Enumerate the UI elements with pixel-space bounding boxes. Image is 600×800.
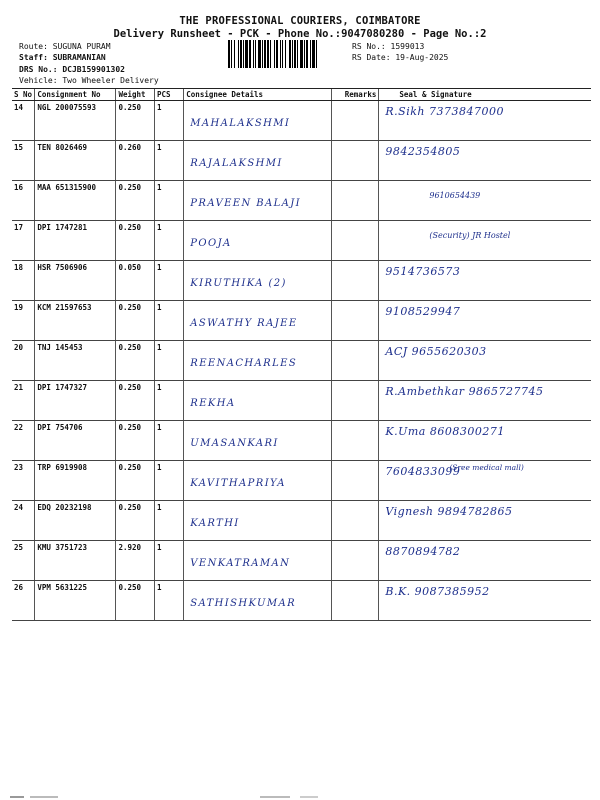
- row-weight: 0.250: [116, 301, 155, 341]
- row-consignee: [184, 501, 332, 541]
- row-remarks: [332, 461, 379, 501]
- row-remarks: [332, 301, 379, 341]
- barcode-image: [228, 40, 348, 68]
- row-signature: [379, 141, 591, 181]
- consignee-handwriting: SATHISHKUMAR: [190, 598, 297, 609]
- row-pcs: 1: [155, 261, 184, 301]
- row-pcs: 1: [155, 301, 184, 341]
- signature-handwriting: 9514736573: [385, 265, 461, 278]
- rs-date-value: 19-Aug-2025: [395, 53, 449, 62]
- col-sno: S No: [12, 89, 35, 101]
- row-pcs: 1: [155, 541, 184, 581]
- row-weight: 0.250: [116, 341, 155, 381]
- row-consignee: [184, 101, 332, 141]
- consignee-handwriting: RAJALAKSHMI: [190, 158, 283, 169]
- staff-label: Staff:: [19, 53, 48, 62]
- table-row: [12, 541, 591, 581]
- table-row: [12, 101, 591, 141]
- footer-marks: [0, 792, 600, 800]
- row-consignment-no: DPI 754706: [35, 421, 116, 461]
- row-remarks: [332, 261, 379, 301]
- row-remarks: [332, 421, 379, 461]
- signature-note: (Sree medical mall): [449, 463, 524, 472]
- row-signature: [379, 541, 591, 581]
- consignee-handwriting: KAVITHAPRIYA: [190, 478, 286, 489]
- row-remarks: [332, 101, 379, 141]
- signature-note: 9610654439: [429, 191, 481, 200]
- route-value: SUGUNA PURAM: [52, 42, 111, 51]
- row-consignment-no: KMU 3751723: [35, 541, 116, 581]
- rs-date-label: RS Date:: [352, 53, 391, 62]
- row-consignee: [184, 461, 332, 501]
- table-row: [12, 341, 591, 381]
- row-consignee: [184, 341, 332, 381]
- signature-handwriting: Vignesh 9894782865: [385, 505, 513, 518]
- row-pcs: 1: [155, 101, 184, 141]
- row-sno: 18: [12, 261, 35, 301]
- row-remarks: [332, 541, 379, 581]
- col-pcs: PCS: [155, 89, 184, 101]
- vehicle-value: Two Wheeler Delivery: [62, 76, 159, 85]
- consignee-handwriting: VENKATRAMAN: [190, 558, 291, 569]
- row-consignment-no: TEN 8026469: [35, 141, 116, 181]
- consignee-handwriting: KARTHI: [190, 518, 240, 529]
- col-signature: Seal & Signature: [379, 89, 591, 101]
- row-consignee: [184, 581, 332, 621]
- col-weight: Weight: [116, 89, 155, 101]
- signature-handwriting: 9842354805: [385, 145, 461, 158]
- row-consignee: [184, 181, 332, 221]
- signature-handwriting: R.Sikh 7373847000: [385, 105, 504, 118]
- row-sno: 22: [12, 421, 35, 461]
- row-signature: [379, 101, 591, 141]
- row-consignee: [184, 261, 332, 301]
- staff-line: [19, 53, 106, 63]
- consignee-handwriting: KIRUTHIKA (2): [190, 278, 287, 289]
- row-sno: 20: [12, 341, 35, 381]
- drs-line: [19, 65, 125, 75]
- row-consignment-no: DPI 1747281: [35, 221, 116, 261]
- row-weight: 0.250: [116, 221, 155, 261]
- col-consignee: Consignee Details: [184, 89, 332, 101]
- drs-value: DCJB159901302: [62, 65, 125, 74]
- row-consignment-no: HSR 7506906: [35, 261, 116, 301]
- signature-handwriting: 9108529947: [385, 305, 461, 318]
- row-pcs: 1: [155, 181, 184, 221]
- vehicle-label: Vehicle:: [19, 76, 58, 85]
- row-consignment-no: VPM 5631225: [35, 581, 116, 621]
- row-pcs: 1: [155, 421, 184, 461]
- row-sno: 19: [12, 301, 35, 341]
- signature-handwriting: B.K. 9087385952: [385, 585, 490, 598]
- row-signature: [379, 301, 591, 341]
- table-row: [12, 261, 591, 301]
- row-pcs: 1: [155, 221, 184, 261]
- staff-value: SUBRAMANIAN: [52, 53, 106, 62]
- row-weight: 0.050: [116, 261, 155, 301]
- row-pcs: 1: [155, 581, 184, 621]
- row-weight: 2.920: [116, 541, 155, 581]
- row-pcs: 1: [155, 141, 184, 181]
- row-weight: 0.250: [116, 181, 155, 221]
- row-remarks: [332, 501, 379, 541]
- row-remarks: [332, 181, 379, 221]
- table-header-row: [12, 89, 591, 101]
- row-signature: [379, 261, 591, 301]
- row-weight: 0.250: [116, 381, 155, 421]
- drs-label: DRS No.:: [19, 65, 58, 74]
- row-sno: 24: [12, 501, 35, 541]
- row-weight: 0.250: [116, 501, 155, 541]
- table-row: [12, 381, 591, 421]
- row-signature: [379, 501, 591, 541]
- signature-handwriting: ACJ 9655620303: [385, 345, 487, 358]
- row-consignment-no: EDQ 20232198: [35, 501, 116, 541]
- row-sno: 23: [12, 461, 35, 501]
- row-sno: 26: [12, 581, 35, 621]
- row-weight: 0.250: [116, 581, 155, 621]
- row-signature: [379, 581, 591, 621]
- row-weight: 0.250: [116, 461, 155, 501]
- runsheet-table: [12, 88, 591, 621]
- route-label: Route:: [19, 42, 48, 51]
- row-consignment-no: TNJ 145453: [35, 341, 116, 381]
- row-weight: 0.250: [116, 101, 155, 141]
- row-signature: [379, 381, 591, 421]
- consignee-handwriting: ASWATHY RAJEE: [190, 318, 298, 329]
- rs-no-label: RS No.:: [352, 42, 386, 51]
- row-remarks: [332, 341, 379, 381]
- row-pcs: 1: [155, 461, 184, 501]
- consignee-handwriting: REENACHARLES: [190, 358, 298, 369]
- table-row: [12, 501, 591, 541]
- row-consignment-no: NGL 200075593: [35, 101, 116, 141]
- route-line: [19, 42, 111, 52]
- row-pcs: 1: [155, 501, 184, 541]
- row-weight: 0.250: [116, 421, 155, 461]
- row-sno: 14: [12, 101, 35, 141]
- row-weight: 0.260: [116, 141, 155, 181]
- consignee-handwriting: PRAVEEN BALAJI: [190, 198, 302, 209]
- company-name: THE PROFESSIONAL COURIERS, COIMBATORE: [179, 15, 421, 27]
- row-consignee: [184, 381, 332, 421]
- row-sno: 15: [12, 141, 35, 181]
- table-row: [12, 581, 591, 621]
- vehicle-line: [19, 76, 159, 86]
- row-signature: [379, 221, 591, 261]
- row-consignment-no: KCM 21597653: [35, 301, 116, 341]
- row-signature: [379, 341, 591, 381]
- row-consignee: [184, 141, 332, 181]
- signature-handwriting: K.Uma 8608300271: [385, 425, 505, 438]
- table-row: [12, 141, 591, 181]
- signature-note: (Security) JR Hostel: [429, 231, 511, 240]
- row-consignee: [184, 541, 332, 581]
- rs-no-line: [352, 41, 448, 52]
- row-remarks: [332, 221, 379, 261]
- signature-handwriting: 7604833099: [385, 465, 461, 478]
- table-row: [12, 221, 591, 261]
- row-consignee: [184, 421, 332, 461]
- rs-info: [352, 41, 448, 63]
- table-row: [12, 181, 591, 221]
- consignee-handwriting: REKHA: [190, 398, 236, 409]
- row-remarks: [332, 581, 379, 621]
- row-remarks: [332, 381, 379, 421]
- runsheet-title: Delivery Runsheet - PCK - Phone No.:9047080280 - Page No.:2: [113, 28, 487, 40]
- row-consignment-no: TRP 6919908: [35, 461, 116, 501]
- col-remarks: Remarks: [332, 89, 379, 101]
- row-sno: 17: [12, 221, 35, 261]
- row-pcs: 1: [155, 381, 184, 421]
- row-remarks: [332, 141, 379, 181]
- row-sno: 25: [12, 541, 35, 581]
- row-consignee: [184, 221, 332, 261]
- col-consignment: Consignment No: [35, 89, 116, 101]
- row-signature: [379, 421, 591, 461]
- consignee-handwriting: MAHALAKSHMI: [190, 118, 291, 129]
- signature-handwriting: 8870894782: [385, 545, 461, 558]
- row-sno: 16: [12, 181, 35, 221]
- table-row: [12, 301, 591, 341]
- row-consignment-no: DPI 1747327: [35, 381, 116, 421]
- row-pcs: 1: [155, 341, 184, 381]
- signature-handwriting: R.Ambethkar 9865727745: [385, 385, 544, 398]
- rs-no-value: 1599013: [390, 42, 425, 51]
- row-consignee: [184, 301, 332, 341]
- consignee-handwriting: UMASANKARI: [190, 438, 279, 449]
- row-signature: [379, 181, 591, 221]
- row-sno: 21: [12, 381, 35, 421]
- consignee-handwriting: POOJA: [190, 238, 232, 249]
- rs-date-line: [352, 52, 448, 63]
- row-signature: [379, 461, 591, 501]
- table-row: [12, 421, 591, 461]
- table-row: [12, 461, 591, 501]
- row-consignment-no: MAA 651315900: [35, 181, 116, 221]
